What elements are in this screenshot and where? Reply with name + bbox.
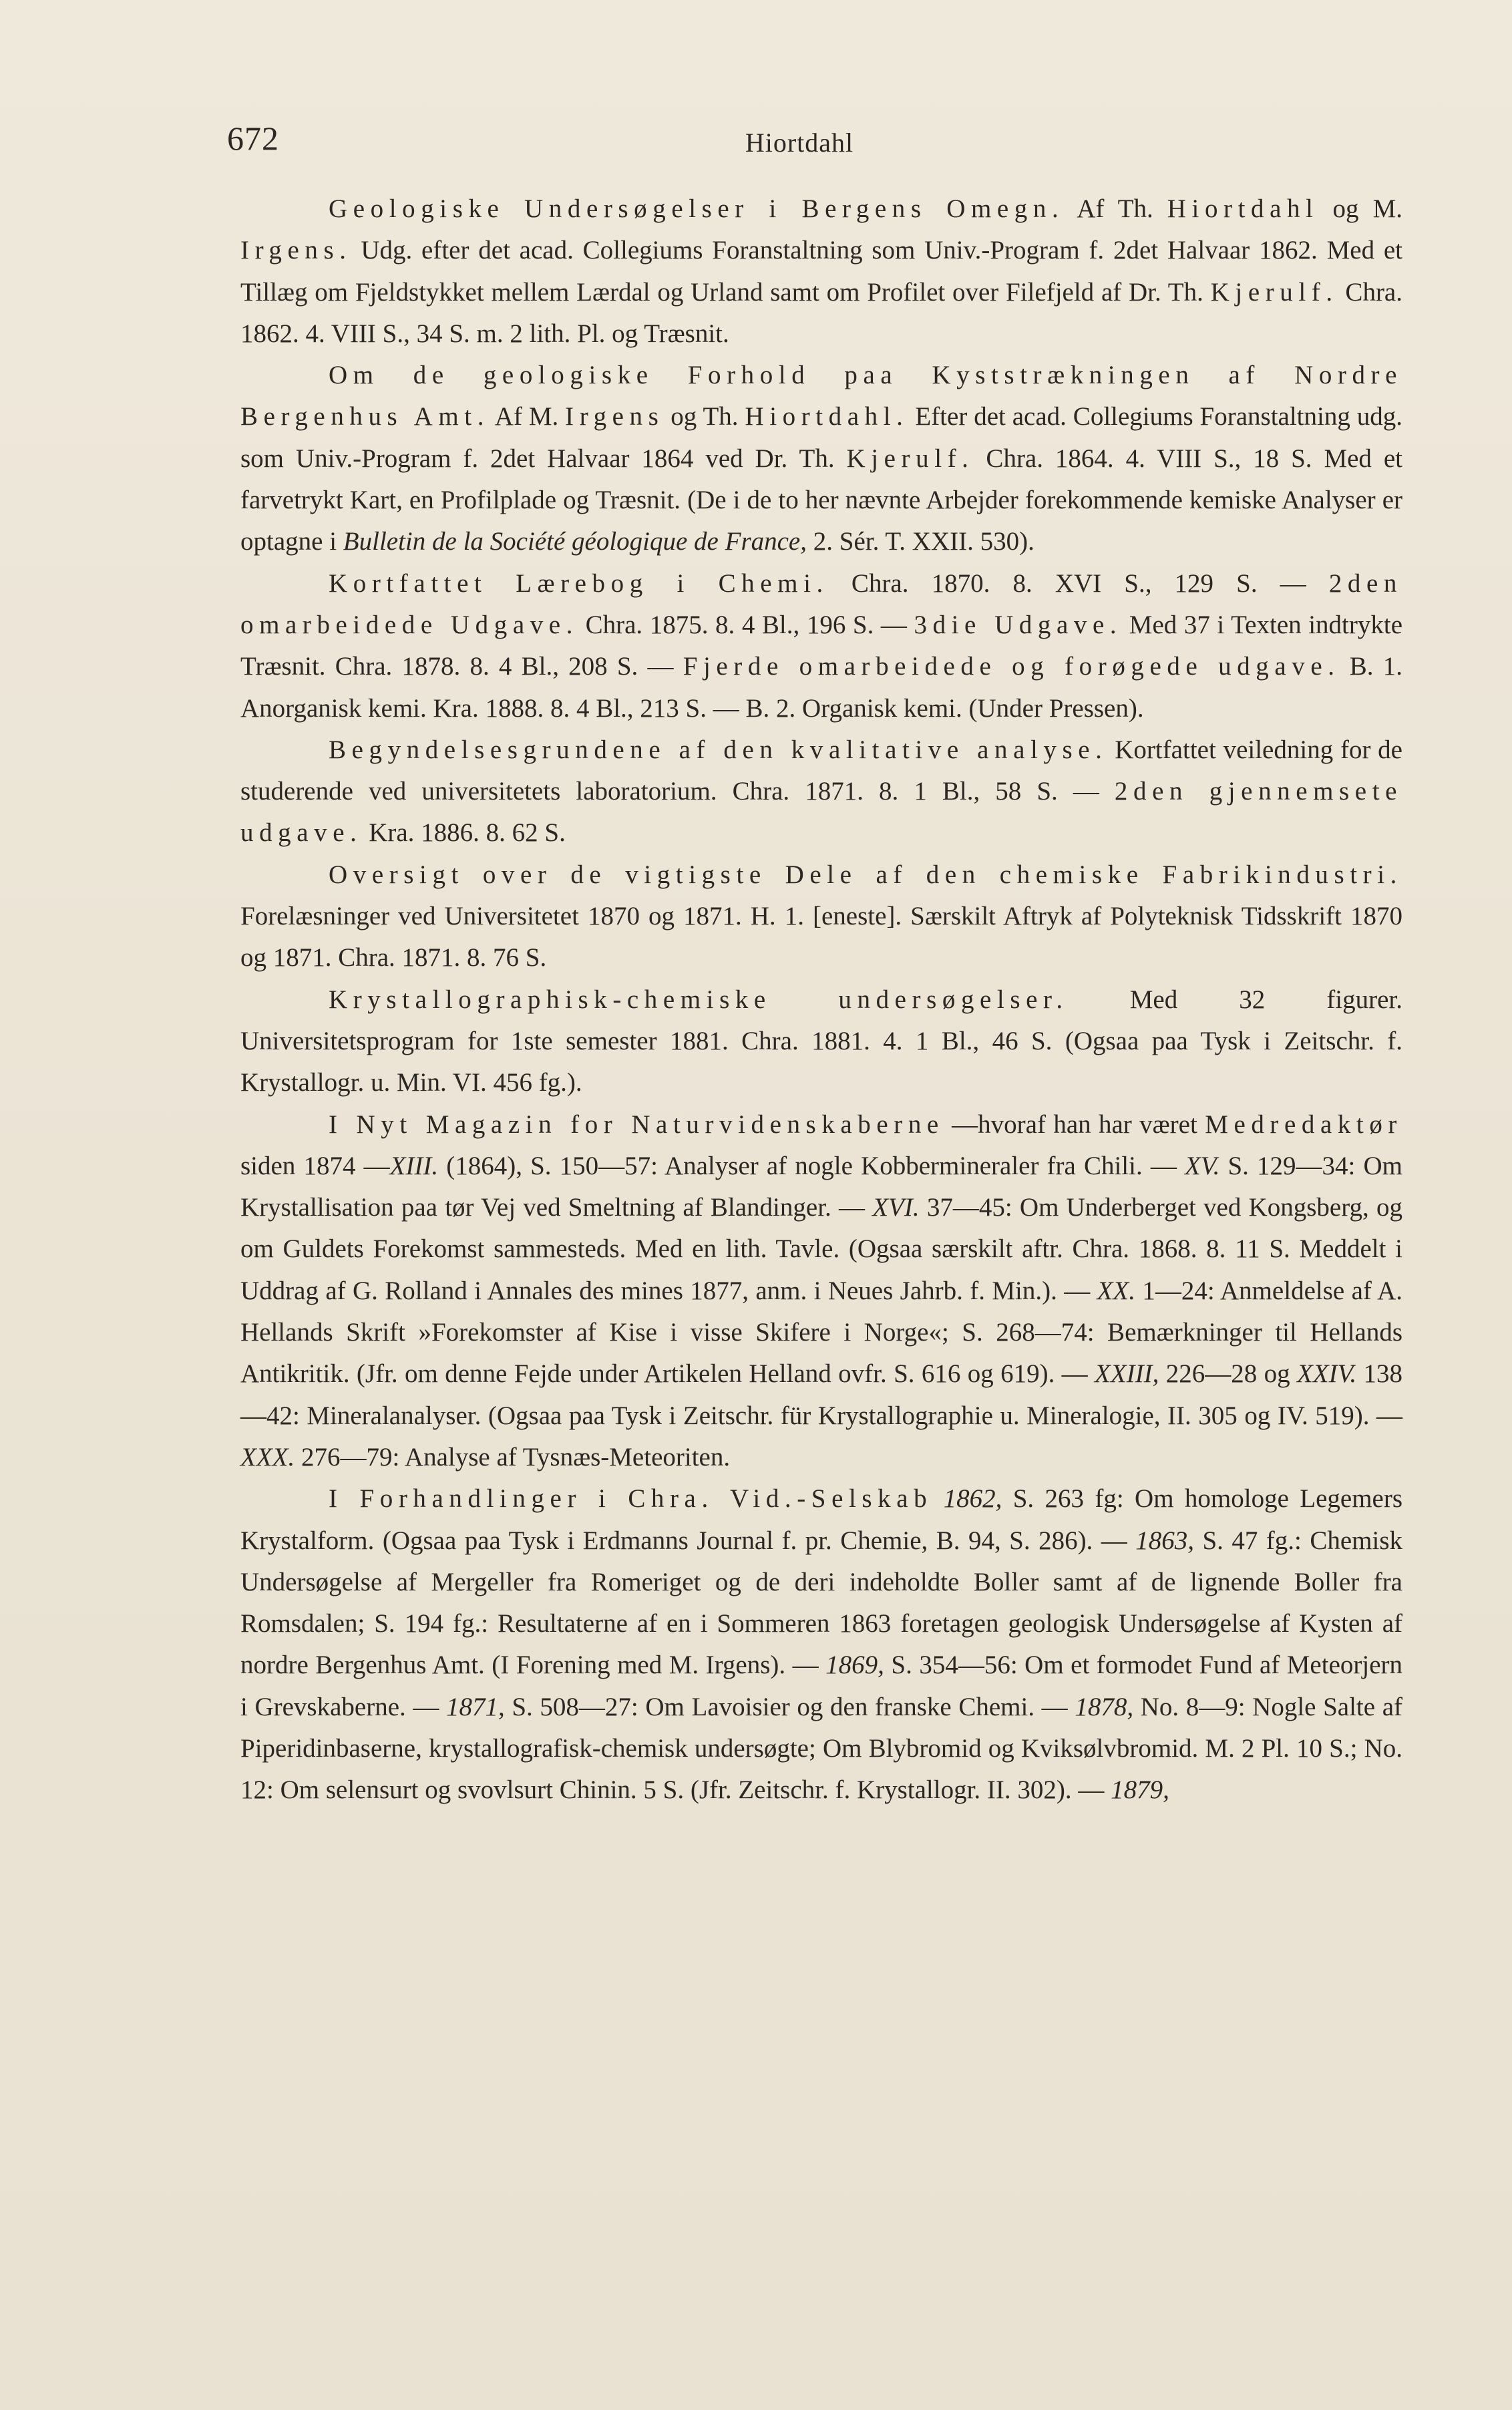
entry-text: S. 354—56: Om et formodet Fund af Meteorjern i Grevskaberne. — xyxy=(240,1651,1402,1721)
bibliography-entry xyxy=(240,355,1402,562)
entry-text: Af M. xyxy=(490,402,566,432)
bibliography-entry xyxy=(240,563,1402,729)
bibliography-entry xyxy=(240,1104,1402,1479)
entry-text: (1864), S. 150—57: Analyser af nogle Kobbermineraler fra Chili. — xyxy=(438,1151,1185,1180)
italic-text: 1878, xyxy=(1075,1692,1134,1721)
running-title: Hiortdahl xyxy=(745,128,854,158)
italic-text: XVI. xyxy=(872,1193,920,1222)
entry-text: Efter det acad. Collegiums Foranstaltning udg. som Univ.-Program f. 2det Halvaar 1864 ved Dr. Th. xyxy=(240,402,1402,473)
page-number: 672 xyxy=(227,120,279,157)
spaced-title-text: Oversigt over de vigtigste Dele af den chemiske Fabrikindustri. xyxy=(329,860,1402,889)
spaced-title-text: Om de geologiske Forhold paa Kyststrækningen af Nordre Bergenhus Amt. xyxy=(240,361,1402,432)
entry-text: S. 129—34: Om Krystallisation paa tør Vej ved Smeltning af Blandinger. — xyxy=(240,1151,1403,1222)
bibliography-list xyxy=(240,188,1402,1812)
italic-text: XXIII, xyxy=(1095,1359,1159,1389)
entry-text: S. 508—27: Om Lavoisier og den franske Chemi. — xyxy=(504,1692,1075,1721)
entry-text: Af Th. xyxy=(1064,194,1167,223)
entry-text: Chra. 1862. 4. VIII S., 34 S. m. 2 lith. Pl. og Træsnit. xyxy=(240,277,1402,348)
italic-text: XXX. xyxy=(240,1442,295,1472)
entry-text: Chra. 1875. 8. 4 Bl., 196 S. — xyxy=(578,610,914,639)
italic-text: 1871, xyxy=(446,1692,505,1721)
spaced-title-text: Medredaktør xyxy=(1205,1109,1402,1139)
entry-text: S. 263 fg: Om homologe Legemers Krystalform. (Ogsaa paa Tysk i Erdmanns Journal f. pr. Chemie, B. 94, S. 286). — xyxy=(240,1484,1403,1555)
entry-text: Med 37 i Texten indtrykte Træsnit. Chra. 1878. 8. 4 Bl., 208 S. — xyxy=(240,610,1403,681)
spaced-title-text: 3die Udgave. xyxy=(914,610,1123,639)
entry-text: Udg. efter det acad. Collegiums Foranstaltning som Univ.-Program f. 2det Halvaar 1862. Med et Tillæg om Fjeldstykket mellem Lærdal og Urland samt om Profilet over Filefjeld af Dr. Th. xyxy=(240,236,1402,307)
entry-text: B. 1. Anorganisk kemi. Kra. 1888. 8. 4 Bl., 213 S. — B. 2. Organisk kemi. (Under Pressen). xyxy=(240,652,1402,723)
entry-text: Med 32 figurer. Universitetsprogram for 1ste semester 1881. Chra. 1881. 4. 1 Bl., 46 S. (Ogsaa paa Tysk i Zeitschr. f. Krystallogr. u. Min. VI. 456 fg.). xyxy=(240,985,1402,1097)
entry-text: Kra. 1886. 8. 62 S. xyxy=(362,818,566,848)
spaced-title-text: Kortfattet Lærebog i Chemi. xyxy=(329,568,829,598)
spaced-title-text: 2den omarbeidede Udgave. xyxy=(240,568,1402,639)
bibliography-entry xyxy=(240,729,1402,854)
entry-text: 37—45: Om Underberget ved Kongsberg, og om Guldets Forekomst sammesteds. Med en lith. Tavle. (Ogsaa særskilt aftr. Chra. 1868. 8. 11 S. Meddelt i Uddrag af G. Rolland i Annales des mines 1877, anm. i Neues Jahrb. f. Min.). — xyxy=(240,1193,1403,1305)
spaced-title-text: 2den gjennemsete udgave. xyxy=(240,777,1402,848)
italic-text: XIII. xyxy=(389,1151,439,1180)
entry-text: S. 47 fg.: Chemisk Undersøgelse af Mergeller fra Romeriget og de deri indeholdte Boller samt af de lignende Boller fra Romsdalen; S. 194 fg.: Resultaterne af en i Sommeren 1863 foretagen geologisk Undersøgelse af Kysten af nordre Bergenhus Amt. (I Forening med M. Irgens). — xyxy=(240,1526,1403,1680)
spaced-title-text: I Nyt Magazin for Naturvidenskaberne xyxy=(329,1109,944,1139)
bibliography-entry xyxy=(240,854,1402,979)
bibliography-entry xyxy=(240,1478,1402,1811)
entry-text: Chra. 1864. 4. VIII S., 18 S. Med et farvetrykt Kart, en Profilplade og Træsnit. (De i de to her nævnte Arbejder forekommende kemiske Analyser er optagne i xyxy=(240,444,1402,556)
spaced-title-text: Irgens xyxy=(565,402,665,432)
italic-text: 1863, xyxy=(1135,1526,1194,1555)
entry-text: 226—28 og xyxy=(1159,1359,1297,1389)
entry-text: 276—79: Analyse af Tysnæs-Meteoriten. xyxy=(295,1442,731,1472)
spaced-title-text: Kjerulf. xyxy=(846,444,974,473)
entry-text: —hvoraf han har været xyxy=(944,1109,1205,1139)
bibliography-entry xyxy=(240,188,1402,355)
entry-text xyxy=(932,1484,943,1513)
italic-text: Bulletin de la Société géologique de France, xyxy=(343,527,807,556)
italic-text: 1862, xyxy=(943,1484,1002,1514)
italic-text: XV. xyxy=(1184,1151,1220,1180)
spaced-title-text: Irgens. xyxy=(240,236,352,265)
spaced-title-text: Kjerulf. xyxy=(1210,277,1338,307)
spaced-title-text: Hiortdahl. xyxy=(745,402,909,432)
spaced-title-text: Hiortdahl xyxy=(1167,194,1319,223)
entry-text: 138—42: Mineralanalyser. (Ogsaa paa Tysk i Zeitschr. für Krystallographie u. Mineralogie, II. 305 og IV. 519). — xyxy=(240,1359,1403,1430)
entry-text: og Th. xyxy=(664,402,745,432)
entry-text: 2. Sér. T. XXII. 530). xyxy=(807,527,1034,556)
italic-text: XX. xyxy=(1097,1276,1135,1305)
entry-text: og M. xyxy=(1318,194,1402,223)
entry-text: Kortfattet veiledning for de studerende ved universitetets laboratorium. Chra. 1871. 8. 1 Bl., 58 S. — xyxy=(240,735,1402,806)
entry-text: No. 8—9: Nogle Salte af Piperidinbaserne, krystallografisk-chemisk undersøgte; Om Blybromid og Kviksølvbromid. M. 2 Pl. 10 S.; No. 12: Om selensurt og svovlsurt Chinin. 5 S. (Jfr. Zeitschr. f. Krystallogr. II. 302). — xyxy=(240,1692,1402,1805)
bibliography-entry xyxy=(240,979,1402,1104)
entry-text: 1—24: Anmeldelse af A. Hellands Skrift »Forekomster af Kise i visse Skifere i Norge«; S. 268—74: Bemærkninger til Hellands Antikritik. (Jfr. om denne Fejde under Artikelen Helland ovfr. S. 616 og 619). — xyxy=(240,1276,1402,1389)
spaced-title-text: Geologiske Undersøgelser i Bergens Omegn. xyxy=(329,194,1065,223)
italic-text: XXIV. xyxy=(1296,1359,1357,1389)
entry-text: Chra. 1870. 8. XVI S., 129 S. — xyxy=(828,568,1329,598)
spaced-title-text: Begyndelsesgrundene af den kvalitative analyse. xyxy=(329,735,1108,764)
italic-text: 1869, xyxy=(825,1651,884,1680)
spaced-title-text: Fjerde omarbeidede og forøgede udgave. xyxy=(683,652,1340,681)
entry-text: siden 1874 — xyxy=(240,1151,390,1180)
spaced-title-text: Krystallographisk-chemiske undersøgelser. xyxy=(329,985,1069,1014)
spaced-title-text: I Forhandlinger i Chra. Vid.-Selskab xyxy=(329,1484,933,1514)
italic-text: 1879, xyxy=(1111,1775,1169,1805)
entry-text: Forelæsninger ved Universitetet 1870 og 1871. H. 1. [eneste]. Særskilt Aftryk af Polyteknisk Tidsskrift 1870 og 1871. Chra. 1871. 8. 76 S. xyxy=(240,902,1402,973)
